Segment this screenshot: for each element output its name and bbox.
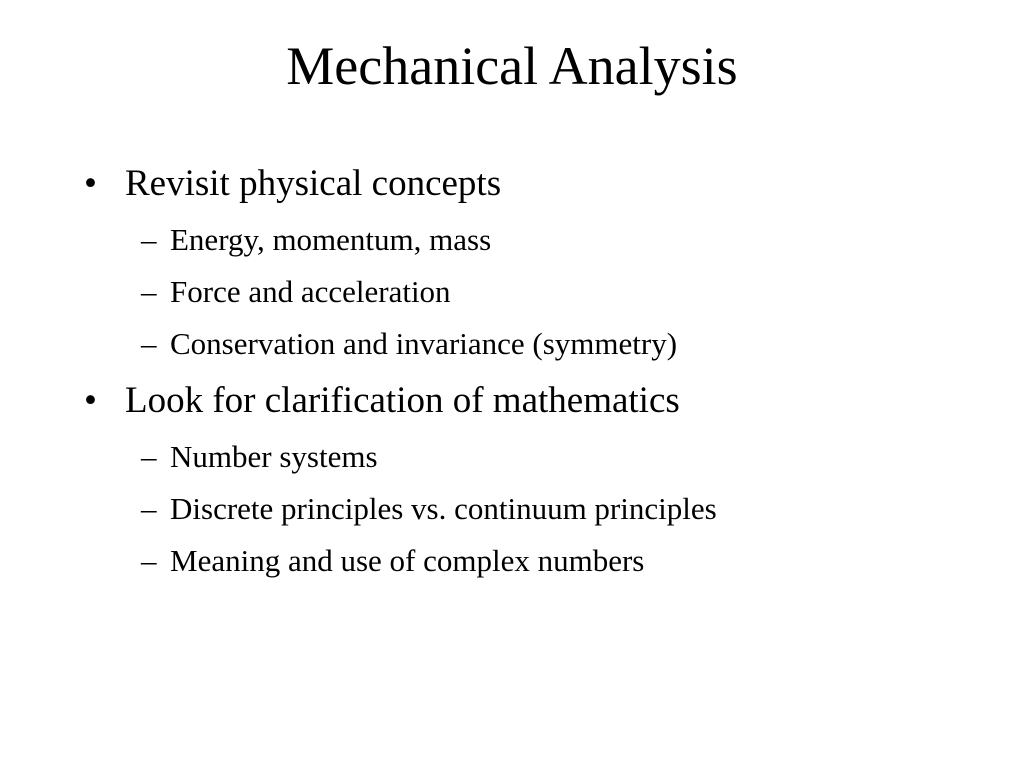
sub-marker: – [141,274,157,309]
sub-text: Meaning and use of complex numbers [170,543,645,578]
sub-text: Force and acceleration [170,274,451,309]
bullet-marker: • [84,163,97,204]
sub-marker: – [141,326,157,361]
sub-marker: – [141,491,157,526]
sub-marker: – [141,222,157,257]
sub-text: Discrete principles vs. continuum principles [170,491,717,526]
bullet-item [84,162,501,206]
slide-title: Mechanical Analysis [286,36,738,96]
sub-item [141,541,644,581]
bullet-item [84,379,680,423]
sub-item [141,489,717,529]
sub-item [141,272,451,312]
bullet-text: Revisit physical concepts [125,163,502,204]
sub-marker: – [141,439,157,474]
sub-text: Energy, momentum, mass [170,222,492,257]
sub-item [141,437,378,477]
sub-item [141,220,491,260]
bullet-text: Look for clarification of mathematics [125,380,680,421]
sub-text: Number systems [170,439,378,474]
bullet-marker: • [84,380,97,421]
sub-item [141,324,677,364]
sub-text: Conservation and invariance (symmetry) [170,326,678,361]
sub-marker: – [141,543,157,578]
